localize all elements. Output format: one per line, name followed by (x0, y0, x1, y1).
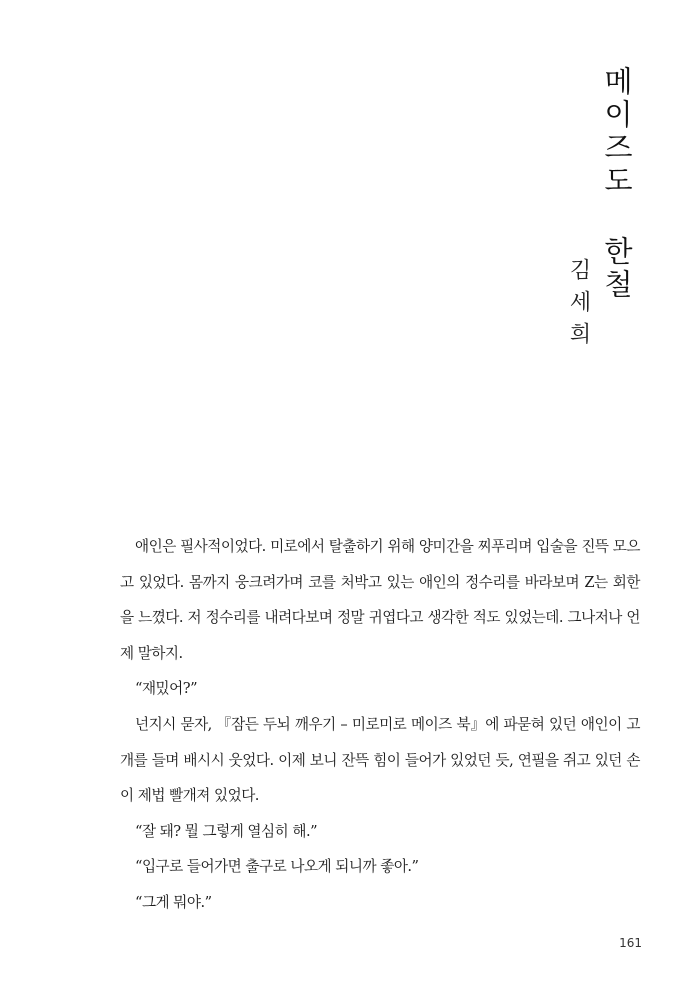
paragraph: “잘 돼? 뭘 그렇게 열심히 해.” (135, 822, 318, 840)
paragraph: 넌지시 묻자, 『잠든 두뇌 깨우기 – 미로미로 메이즈 북』에 파묻혀 있던 애인이 고개를 들며 배시시 웃었다. 이제 보니 잔뜩 힘이 들어가 있었던 듯, 연필을 쥐고 있던 손이 제법 빨개져 있었다. (120, 715, 640, 805)
author-name: 김세희 (566, 258, 591, 354)
paragraph: “재밌어?” (135, 680, 198, 698)
page-number: 161 (619, 936, 642, 950)
body-text (120, 529, 640, 921)
paragraph: “그게 뭐야.” (135, 893, 212, 911)
paragraph: “입구로 들어가면 출구로 나오게 되니까 좋아.” (135, 858, 419, 876)
paragraph: 애인은 필사적이었다. 미로에서 탈출하기 위해 양미간을 찌푸리며 입술을 진뜩 모으고 있었다. 몸까지 웅크려가며 코를 처박고 있는 애인의 정수리를 바라보며 Z는 회한을 느꼈다. 저 정수리를 내려다보며 정말 귀엽다고 생각한 적도 있었는데. 그나저나 언제 말하지. (120, 538, 640, 662)
chapter-title: 메이즈도 한철 (600, 66, 634, 302)
